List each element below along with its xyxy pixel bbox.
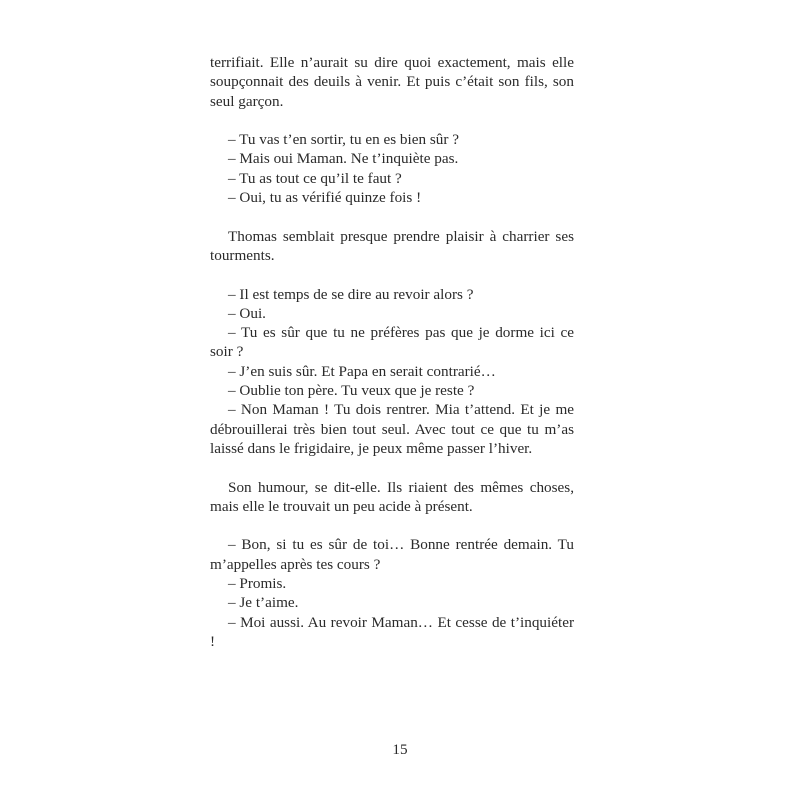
dialogue-line: – Tu as tout ce qu’il te faut ? (228, 169, 402, 187)
dialogue-line: – Oublie ton père. Tu veux que je reste ? (228, 382, 475, 400)
paragraph-gap (210, 265, 574, 284)
dialogue-line: – Bon, si tu es sûr de toi… Bonne rentrée demain. Tu m’appelles après tes cours ? (210, 536, 574, 573)
paragraph-gap (210, 207, 574, 226)
dialogue-line: – Oui, tu as vérifié quinze fois ! (228, 189, 422, 207)
paragraph-gap (210, 516, 574, 535)
dialogue-line: – Promis. (228, 575, 287, 593)
page-number: 15 (392, 741, 408, 758)
dialogue-line: – Oui. (228, 304, 266, 322)
dialogue-line: – Moi aussi. Au revoir Maman… Et cesse de t’inquiéter ! (210, 613, 574, 650)
dialogue-line: – Tu vas t’en sortir, tu en es bien sûr ? (228, 131, 459, 149)
paragraph: Son humour, se dit-elle. Ils riaient des mêmes choses, mais elle le trouvait un peu acide à présent. (210, 478, 574, 515)
dialogue-line: – Non Maman ! Tu dois rentrer. Mia t’attend. Et je me débrouillerai très bien tout seul. Avec tout ce que tu m’as laissé dans le frigidaire, je peux même passer l’hiver. (210, 401, 574, 457)
dialogue-line: – Tu es sûr que tu ne préfères pas que je dorme ici ce soir ? (210, 324, 574, 361)
dialogue-line: – Je t’aime. (228, 594, 299, 612)
paragraph: Thomas semblait presque prendre plaisir à charrier ses tourments. (210, 227, 574, 264)
paragraph: terrifiait. Elle n’aurait su dire quoi exactement, mais elle soupçonnait des deuils à venir. Et puis c’était son fils, son seul garçon. (210, 54, 574, 110)
dialogue-line: – Il est temps de se dire au revoir alors ? (228, 285, 474, 303)
body-text (210, 53, 574, 651)
paragraph-gap (210, 111, 574, 130)
dialogue-line: – J’en suis sûr. Et Papa en serait contrarié… (228, 362, 496, 380)
paragraph-gap (210, 458, 574, 477)
dialogue-line: – Mais oui Maman. Ne t’inquiète pas. (228, 150, 459, 168)
